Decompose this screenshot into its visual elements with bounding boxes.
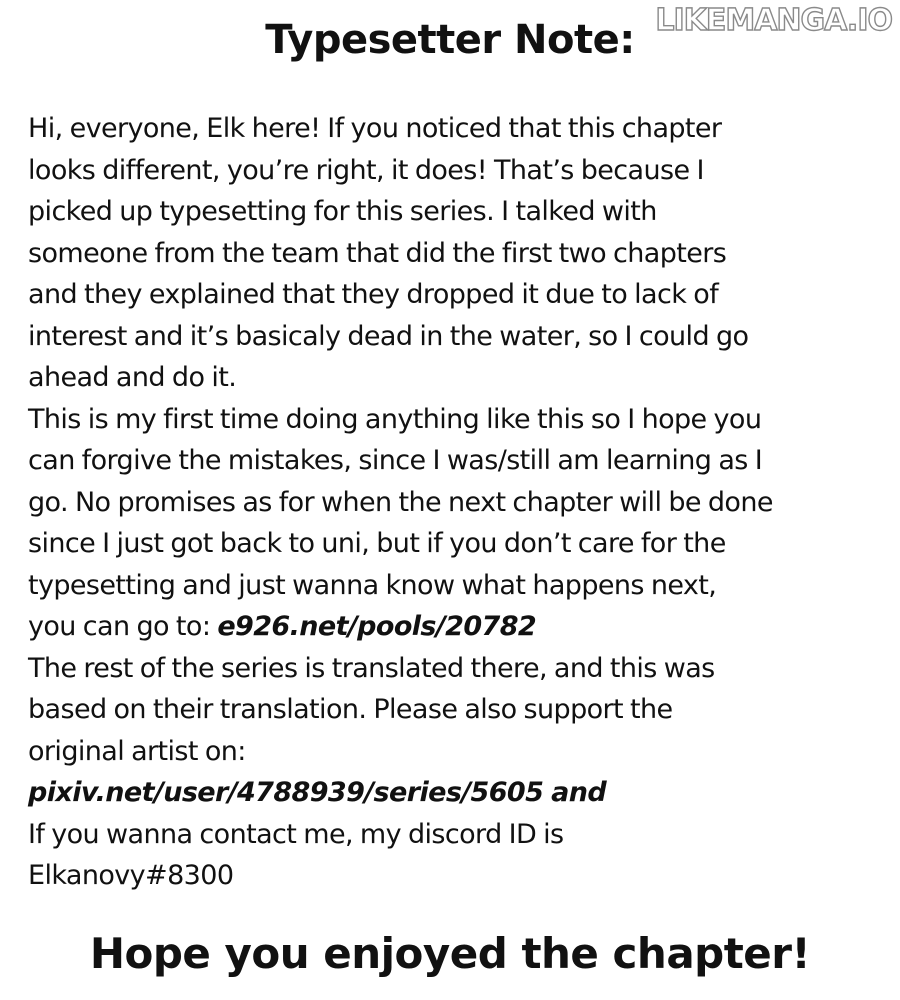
note-line: can forgive the mistakes, since I was/still am learning as I [28, 445, 763, 476]
pool-link-line [28, 606, 888, 648]
note-line: since I just got back to uni, but if you don’t care for the [28, 528, 726, 559]
note-line: ahead and do it. [28, 362, 237, 393]
note-line: If you wanna contact me, my discord ID is [28, 818, 564, 850]
note-line: someone from the team that did the first two chapters [28, 237, 727, 269]
note-body [28, 108, 888, 897]
watermark-logo: LIKEMANGA.IO [655, 3, 892, 38]
note-line: This is my first time doing anything like this so I hope you [28, 403, 762, 435]
note-line: typesetting and just wanna know what happens next, [28, 569, 717, 601]
note-line: and they explained that they dropped it due to lack of [28, 279, 719, 310]
note-line: looks different, you’re right, it does! That’s because I [28, 154, 704, 186]
note-line: interest and it’s basicaly dead in the water, so I could go [28, 320, 749, 352]
pool-link[interactable]: e926.net/pools/20782 [217, 611, 537, 642]
note-line: based on their translation. Please also support the [28, 694, 673, 725]
pool-link-prefix: you can go to: [28, 611, 218, 642]
note-line: Hi, everyone, Elk here! If you noticed that this chapter [28, 113, 722, 144]
artist-link[interactable]: pixiv.net/user/4788939/series/5605 and [28, 777, 607, 808]
page-title: Typesetter Note: [265, 17, 635, 63]
note-line: The rest of the series is translated there, and this was [28, 652, 715, 684]
note-line: go. No promises as for when the next chapter will be done [28, 486, 773, 518]
note-line: picked up typesetting for this series. I talked with [28, 196, 657, 227]
discord-id: Elkanovy#8300 [28, 860, 234, 891]
closing-message: Hope you enjoyed the chapter! [89, 929, 811, 978]
note-line: original artist on: [28, 735, 246, 767]
